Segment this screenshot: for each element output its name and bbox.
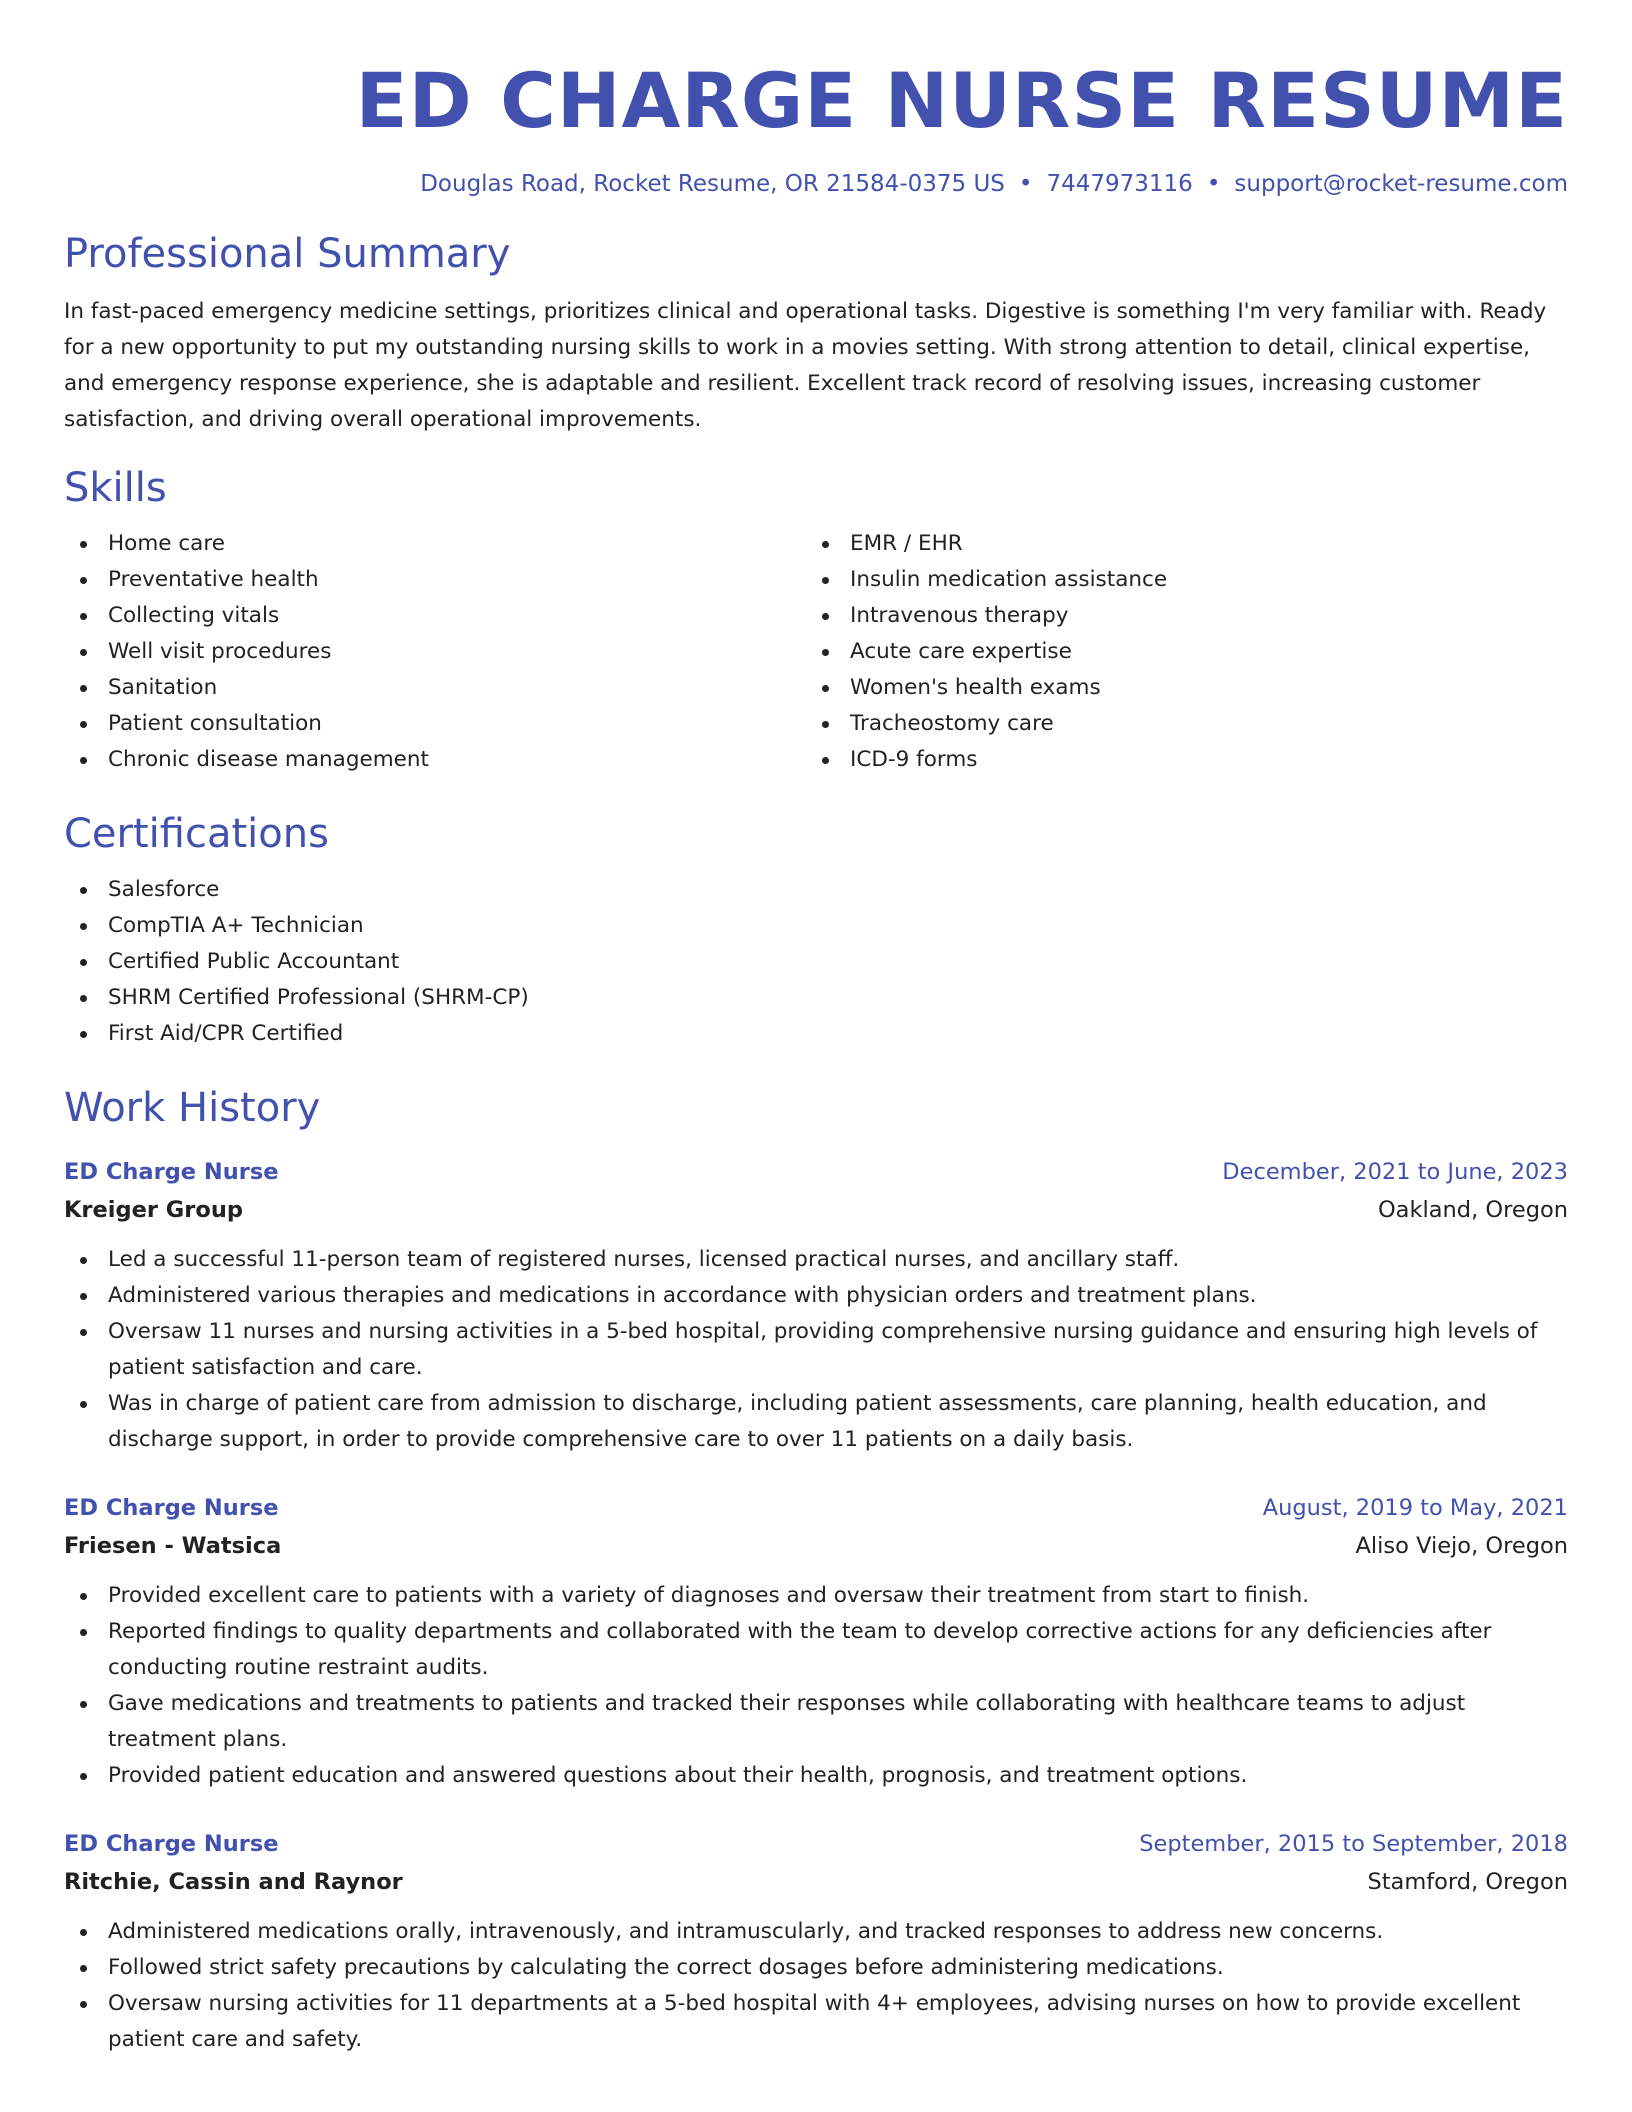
- job-subheader: [64, 1190, 1568, 1230]
- job-location: Stamford, Oregon: [1367, 1869, 1568, 1895]
- certifications-list: [64, 872, 1568, 1052]
- skill-item: Intravenous therapy: [806, 598, 1548, 634]
- work-history-heading: Work History: [64, 1085, 321, 1131]
- job-header: [64, 1826, 1568, 1862]
- job-bullet: Oversaw nursing activities for 11 departments at a 5-bed hospital with 4+ employees, advising nurses on how to provide excellent patient care and safety.: [64, 1986, 1568, 2058]
- skills-heading: Skills: [64, 465, 167, 511]
- summary-heading: Professional Summary: [64, 231, 511, 277]
- skill-item: Tracheostomy care: [806, 706, 1548, 742]
- job-bullet: Was in charge of patient care from admission to discharge, including patient assessments, care planning, health education, and discharge support, in order to provide comprehensive care to over 11 patients on a daily basis.: [64, 1386, 1568, 1458]
- contact-separator: •: [1206, 171, 1221, 197]
- job-title: ED Charge Nurse: [64, 1495, 279, 1521]
- job-dates: September, 2015 to September, 2018: [1139, 1831, 1568, 1857]
- job-company: Friesen - Watsica: [64, 1533, 282, 1559]
- job-header: [64, 1154, 1568, 1190]
- skill-item: Home care: [64, 526, 806, 562]
- contact-line: [64, 168, 1568, 200]
- job-bullet: Provided patient education and answered questions about their health, prognosis, and treatment options.: [64, 1758, 1568, 1794]
- job-bullets: [64, 1578, 1568, 1794]
- job-bullet: Provided excellent care to patients with a variety of diagnoses and oversaw their treatment from start to finish.: [64, 1578, 1568, 1614]
- job-bullets: [64, 1242, 1568, 1458]
- job-bullet: Oversaw 11 nurses and nursing activities in a 5-bed hospital, providing comprehensive nursing guidance and ensuring high levels of patient satisfaction and care.: [64, 1314, 1568, 1386]
- job-entry: [64, 1154, 1568, 1458]
- skill-item: Patient consultation: [64, 706, 806, 742]
- job-entry: [64, 1826, 1568, 2058]
- job-company: Ritchie, Cassin and Raynor: [64, 1869, 403, 1895]
- skill-item: Collecting vitals: [64, 598, 806, 634]
- skill-item: Acute care expertise: [806, 634, 1548, 670]
- job-bullet: Followed strict safety precautions by calculating the correct dosages before administering medications.: [64, 1950, 1568, 1986]
- job-location: Aliso Viejo, Oregon: [1355, 1533, 1568, 1559]
- skill-item: ICD-9 forms: [806, 742, 1548, 778]
- resume-page: [64, 0, 1568, 2058]
- skill-item: Preventative health: [64, 562, 806, 598]
- job-dates: August, 2019 to May, 2021: [1262, 1495, 1568, 1521]
- job-bullet: Reported findings to quality departments and collaborated with the team to develop corrective actions for any deficiencies after conducting routine restraint audits.: [64, 1614, 1568, 1686]
- contact-phone[interactable]: 7447973116: [1046, 171, 1193, 197]
- contact-email[interactable]: support@rocket-resume.com: [1234, 171, 1568, 197]
- skill-item: Well visit procedures: [64, 634, 806, 670]
- certification-item: First Aid/CPR Certified: [64, 1016, 1568, 1052]
- job-dates: December, 2021 to June, 2023: [1222, 1159, 1568, 1185]
- certification-item: Certified Public Accountant: [64, 944, 1568, 980]
- job-bullet: Administered medications orally, intravenously, and intramuscularly, and tracked responses to address new concerns.: [64, 1914, 1568, 1950]
- job-entry: [64, 1490, 1568, 1794]
- skill-item: Women's health exams: [806, 670, 1548, 706]
- skills-list-right: [806, 526, 1548, 778]
- summary-text: In fast-paced emergency medicine settings, prioritizes clinical and operational tasks. Digestive is something I'm very familiar with. Ready for a new opportunity to put my outstanding nursing skills to work in a movies setting. With strong attention to detail, clinical expertise, and emergency response experience, she is adaptable and resilient. Excellent track record of resolving issues, increasing customer satisfaction, and driving overall operational improvements.: [64, 299, 1547, 432]
- job-title: ED Charge Nurse: [64, 1831, 279, 1857]
- skill-item: Insulin medication assistance: [806, 562, 1548, 598]
- job-company: Kreiger Group: [64, 1197, 243, 1223]
- job-subheader: [64, 1526, 1568, 1566]
- contact-separator: •: [1018, 171, 1033, 197]
- skills-list-left: [64, 526, 806, 778]
- skill-item: EMR / EHR: [806, 526, 1548, 562]
- job-header: [64, 1490, 1568, 1526]
- job-subheader: [64, 1862, 1568, 1902]
- contact-address: Douglas Road, Rocket Resume, OR 21584-0375 US: [420, 171, 1005, 197]
- job-title: ED Charge Nurse: [64, 1159, 279, 1185]
- job-location: Oakland, Oregon: [1377, 1197, 1568, 1223]
- skill-item: Chronic disease management: [64, 742, 806, 778]
- job-bullet: Gave medications and treatments to patients and tracked their responses while collaborating with healthcare teams to adjust treatment plans.: [64, 1686, 1568, 1758]
- certification-item: CompTIA A+ Technician: [64, 908, 1568, 944]
- certification-item: Salesforce: [64, 872, 1568, 908]
- job-bullet: Led a successful 11-person team of registered nurses, licensed practical nurses, and ancillary staff.: [64, 1242, 1568, 1278]
- certification-item: SHRM Certified Professional (SHRM-CP): [64, 980, 1568, 1016]
- job-bullet: Administered various therapies and medications in accordance with physician orders and treatment plans.: [64, 1278, 1568, 1314]
- job-bullets: [64, 1914, 1568, 2058]
- certifications-heading: Certifications: [64, 811, 329, 857]
- skills-columns: [64, 526, 1568, 778]
- resume-title: ED CHARGE NURSE RESUME: [355, 56, 1568, 145]
- skill-item: Sanitation: [64, 670, 806, 706]
